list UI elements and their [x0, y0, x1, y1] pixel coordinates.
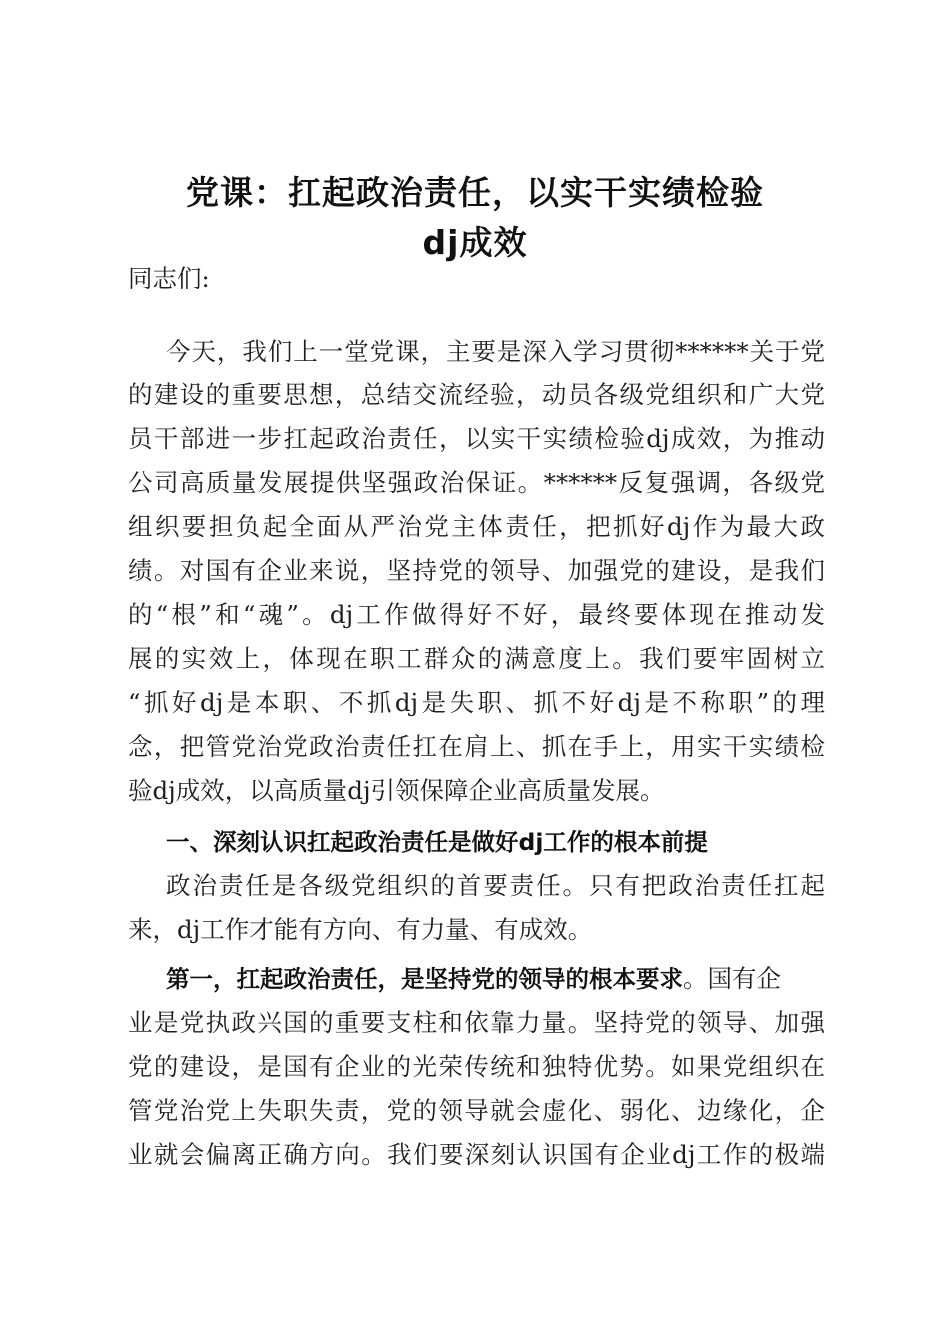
paragraph-line: 公司高质量发展提供坚强政治保证。******反复强调，各级党 [128, 468, 825, 497]
paragraph-line: 的建设的重要思想，总结交流经验，动员各级党组织和广大党 [128, 380, 825, 409]
paragraph-line: 今天，我们上一堂党课，主要是深入学习贯彻******关于党 [166, 337, 825, 366]
paragraph-line: “抓好dj是本职、不抓dj是失职、抓不好dj是不称职”的理 [128, 688, 825, 717]
paragraph-line: 党的建设，是国有企业的光荣传统和独特优势。如果党组织在 [128, 1052, 825, 1081]
paragraph-line: 业就会偏离正确方向。我们要深刻认识国有企业dj工作的极端 [128, 1140, 825, 1169]
paragraph-line: 来，dj工作才能有方向、有力量、有成效。 [128, 915, 593, 944]
paragraph-line: 员干部进一步扛起政治责任，以实干实绩检验dj成效，为推动 [128, 424, 825, 453]
point-1-first-rest: 。国有企 [683, 964, 781, 993]
salutation: 同志们: [128, 264, 210, 293]
paragraph-line: 验dj成效，以高质量dj引领保障企业高质量发展。 [128, 776, 665, 805]
document-title-line-2: dj成效 [422, 223, 528, 262]
paragraph-line: 念，把管党治党政治责任扛在肩上、抓在手上，用实干实绩检 [128, 732, 825, 761]
paragraph-line: 管党治党上失职失责，党的领导就会虚化、弱化、边缘化，企 [128, 1096, 825, 1125]
paragraph-line: 业是党执政兴国的重要支柱和依靠力量。坚持党的领导、加强 [128, 1008, 825, 1037]
point-1-bold-lead: 第一，扛起政治责任，是坚持党的领导的根本要求 [166, 965, 683, 993]
paragraph-line: 展的实效上，体现在职工群众的满意度上。我们要牢固树立 [128, 644, 825, 673]
section-heading-1: 一、深刻认识扛起政治责任是做好dj工作的根本前提 [166, 828, 708, 856]
point-1-first-line [166, 957, 825, 1001]
paragraph-line: 政治责任是各级党组织的首要责任。只有把政治责任扛起 [166, 871, 825, 900]
paragraph-line: 的“根”和“魂”。dj工作做得好不好，最终要体现在推动发 [128, 600, 825, 629]
paragraph-line: 绩。对国有企业来说，坚持党的领导、加强党的建设，是我们 [128, 556, 825, 585]
paragraph-line: 组织要担负起全面从严治党主体责任，把抓好dj作为最大政 [128, 512, 825, 541]
document-title-line-1: 党课：扛起政治责任，以实干实绩检验 [186, 173, 764, 212]
